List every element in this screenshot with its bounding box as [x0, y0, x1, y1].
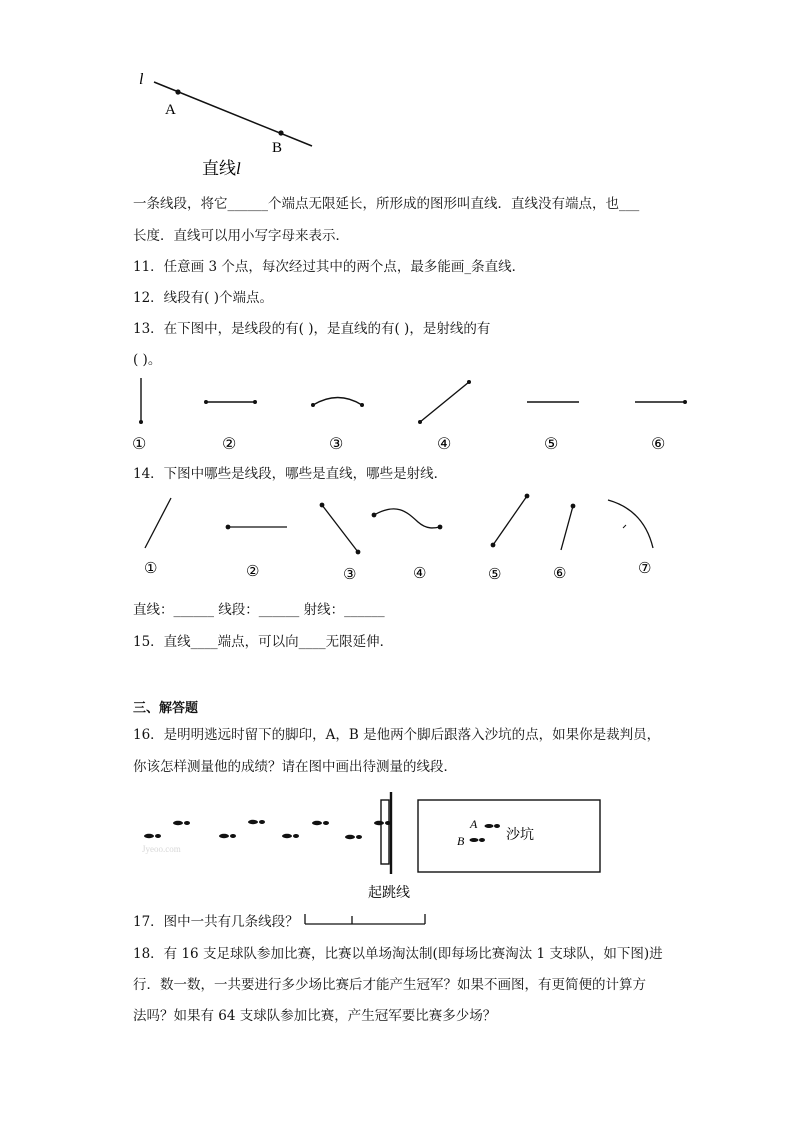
question-13-line-1: 13．在下图中，是线段的有( )，是直线的有( )，是射线的有	[133, 321, 491, 337]
sandpit-label: 沙坑	[506, 828, 534, 843]
footprint	[155, 834, 161, 838]
footprint	[144, 834, 154, 838]
line-caption-var: l	[236, 159, 241, 178]
footprint	[356, 835, 362, 839]
question-16-line-1: 16．是明明逃远时留下的脚印，A，B 是他两个脚后跟落入沙坑的点，如果你是裁判员，	[133, 727, 661, 743]
section-3-heading: 三、解答题	[133, 701, 199, 716]
q13-label-4: ④	[437, 436, 452, 453]
footprint	[312, 821, 322, 825]
question-18-line-1: 18．有 16 支足球队参加比赛，比赛以单场淘汰制(即每场比赛淘汰 1 支球队，如下图)进	[133, 946, 663, 962]
point-a-label: A	[165, 102, 176, 118]
sandpit-footprint-b	[470, 838, 486, 842]
q16-watermark: Jyeoo.com	[142, 844, 181, 854]
line-label-l: l	[139, 71, 144, 88]
q14-label-4: ④	[413, 566, 427, 582]
question-16-line-2: 你该怎样测量他的成绩？请在图中画出待测量的线段．	[133, 759, 457, 775]
q14-shape-2	[226, 525, 287, 530]
footprint	[219, 834, 229, 838]
line-l-figure	[130, 62, 330, 187]
q14-figure	[135, 488, 675, 588]
footprint	[345, 835, 355, 839]
q14-label-1: ①	[144, 561, 158, 577]
q13-shape-1	[139, 378, 143, 424]
point-a-dot	[175, 89, 180, 94]
question-15: 15．直线____端点，可以向____无限延伸．	[133, 634, 394, 650]
q16-figure	[140, 788, 610, 903]
footprint	[184, 821, 190, 825]
q13-figure	[125, 372, 705, 457]
footprint	[282, 834, 292, 838]
q13-label-5: ⑤	[544, 436, 559, 453]
footprint	[230, 834, 236, 838]
q13-label-6: ⑥	[651, 436, 666, 453]
question-18-line-2: 行．数一数，一共要进行多少场比赛后才能产生冠军？如果不画图，有更简便的计算方	[133, 977, 646, 993]
point-b-label: B	[272, 140, 283, 156]
definition-line-2: 长度．直线可以用小写字母来表示．	[133, 228, 349, 244]
sandpit-point-a-label: A	[470, 817, 478, 831]
line-caption: 直线l	[202, 159, 241, 178]
point-b-dot	[278, 130, 283, 135]
q14-shape-5	[491, 494, 530, 548]
footprint	[293, 834, 299, 838]
question-14: 14．下图中哪些是线段，哪些是直线，哪些是射线．	[133, 466, 448, 482]
q13-label-2: ②	[222, 436, 237, 453]
question-17: 17．图中一共有几条线段？	[133, 914, 299, 930]
q14-shape-7	[608, 500, 653, 548]
footprints	[144, 820, 391, 839]
question-14-answer: 直线：______ 线段：______ 射线：______	[133, 602, 385, 618]
question-18-line-3: 法吗？如果有 64 支球队参加比赛，产生冠军要比赛多少场？	[133, 1008, 497, 1024]
q14-shape-3	[320, 503, 361, 555]
q13-label-1: ①	[132, 436, 147, 453]
q14-label-5: ⑤	[488, 567, 502, 583]
question-11: 11．任意画 3 个点，每次经过其中的两个点，最多能画_条直线．	[133, 259, 526, 275]
sandpit-point-b-label: B	[457, 834, 465, 848]
q14-shape-1	[145, 498, 171, 548]
q14-label-7: ⑦	[638, 561, 652, 577]
question-12: 12．线段有( )个端点。	[133, 290, 274, 306]
footprint	[259, 820, 265, 824]
q13-shape-2	[204, 400, 257, 404]
sandpit-footprint-a	[485, 824, 501, 828]
q14-shape-6	[561, 504, 575, 550]
q13-shape-6	[635, 400, 687, 404]
q13-label-3: ③	[329, 436, 344, 453]
footprint	[173, 821, 183, 825]
q14-label-2: ②	[246, 564, 260, 580]
jump-line-label: 起跳线	[368, 886, 410, 901]
q17-segment-figure	[300, 911, 430, 929]
footprint	[323, 821, 329, 825]
question-13-line-2: ( )。	[133, 352, 162, 368]
q14-shape-4	[372, 509, 443, 530]
q14-label-3: ③	[343, 567, 357, 583]
jump-line	[381, 792, 391, 874]
q13-shape-4	[418, 380, 471, 424]
footprint	[248, 820, 258, 824]
definition-line-1: 一条线段，将它______个端点无限延长，所形成的图形叫直线．直线没有端点，也___	[133, 196, 640, 212]
footprint	[374, 821, 384, 825]
q14-label-6: ⑥	[553, 566, 567, 582]
q13-shape-3	[311, 398, 364, 408]
